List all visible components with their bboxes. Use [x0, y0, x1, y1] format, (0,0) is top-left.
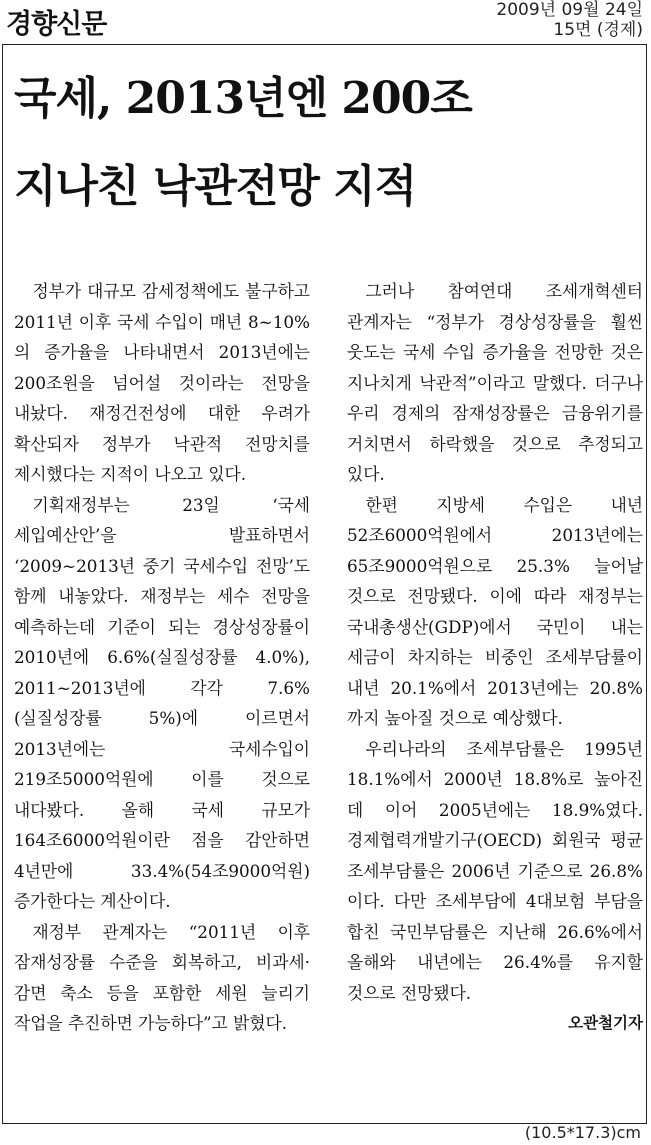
headline-line-1: 국세, 2013년엔 200조 — [14, 73, 472, 124]
paragraph: 그러나 참여연대 조세개혁센터 관계자는 “정부가 경상성장률을 훨씬 웃도는 국세 수입 증가율을 전망한 것은 지나치게 낙관적”이라고 말했다. 더구나 우리 경제의 잠재성장률은 금융위기를 거치면서 하락했을 것으로 추정되고 있다. — [347, 281, 643, 484]
publication-meta — [496, 0, 643, 40]
page-section: 15면 (경제) — [553, 20, 643, 40]
newspaper-logo: 경향신문 — [6, 9, 107, 40]
article-column-left — [14, 276, 310, 1039]
paragraph: 우리나라의 조세부담률은 1995년 18.1%에서 2000년 18.8%로 높아진 데 이어 2005년에는 18.9%였다. 경제협력개발기구(OECD) 회원국 평균 조세부담률은 2006년 기준으로 26.8%이다. 다만 조세부담에 4대보험 부담을 합친 국민부담률은 지난해 26.6%에서 올해와 내년에는 26.4%를 유지할 것으로 전망됐다. — [347, 738, 643, 1003]
publication-date: 2009년 09월 24일 — [496, 0, 643, 20]
article-column-right — [347, 276, 643, 1038]
clipping-size-note: (10.5*17.3)cm — [524, 1123, 641, 1142]
headline-line-2: 지나친 낙관전망 지적 — [14, 161, 417, 212]
paragraph: 한편 지방세 수입은 내년 52조6000억원에서 2013년에는 65조9000억원으로 25.3% 늘어날 것으로 전망됐다. 이에 따라 재정부는 국내총생산(GDP)에서 국민이 내는 세금이 차지하는 비중인 조세부담률이 내년 20.1%에서 2013년에는 20.8%까지 높아질 것으로 예상했다. — [347, 494, 643, 728]
paragraph: 재정부 관계자는 “2011년 이후 잠재성장률 수준을 회복하고, 비과세·감면 축소 등을 포함한 세원 늘리기 작업을 추진하면 가능하다”고 밝혔다. — [14, 921, 310, 1033]
byline: 오관철기자 — [568, 1014, 643, 1032]
paragraph: 기획재정부는 23일 ‘국세 세입예산안’을 발표하면서 ‘2009~2013년 중기 국세수입 전망’도 함께 내놓았다. 재정부는 세수 전망을 예측하는데 기준이 되는 경상성장률이 2010년에 6.6%(실질성장률 4.0%), 2011~2013년에 각각 7.6%(실질성장률 5%)에 이르면서 2013년에는 국세수입이 219조5000억원에 이를 것으로 내다봤다. 올해 국세 규모가 164조6000억원이란 점을 감안하면 4년만에 33.4%(54조9000억원) 증가한다는 계산이다. — [14, 494, 310, 911]
paragraph: 정부가 대규모 감세정책에도 불구하고 2011년 이후 국세 수입이 매년 8~10%의 증가율을 나타내면서 2013년에는 200조원을 넘어설 것이라는 전망을 내놨다. 재정건전성에 대한 우려가 확산되자 정부가 낙관적 전망치를 제시했다는 지적이 나오고 있다. — [14, 281, 310, 484]
